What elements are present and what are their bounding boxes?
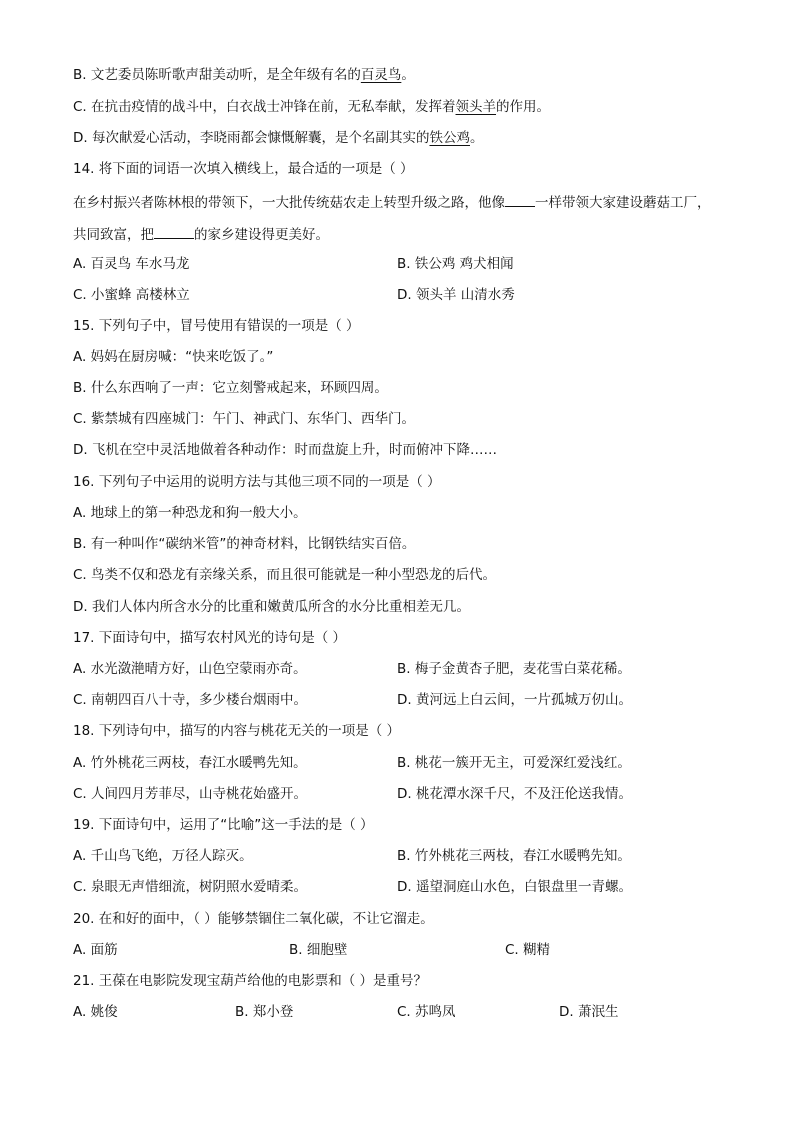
q20-option-c: C. 糊精 bbox=[505, 942, 551, 958]
q14-passage-2a: 共同致富，把 bbox=[73, 227, 154, 243]
q13-option-c-underlined: 领头羊 bbox=[455, 99, 497, 115]
q19-option-c: C. 泉眼无声惜细流，树阴照水爱晴柔。 bbox=[73, 879, 308, 895]
q14-blank-2 bbox=[154, 224, 194, 239]
q14-stem: 14. 将下面的词语一次填入横线上，最合适的一项是（ ） bbox=[73, 161, 414, 177]
q13-option-d-end: 。 bbox=[469, 130, 484, 146]
q13-option-d bbox=[73, 129, 483, 147]
q13-option-d-underlined: 铁公鸡 bbox=[429, 130, 470, 146]
q14-passage-1b: 一样带领大家建设蘑菇工厂， bbox=[535, 195, 711, 211]
q17-option-a: A. 水光潋滟晴方好，山色空蒙雨亦奇。 bbox=[73, 661, 307, 677]
q16-option-a: A. 地球上的第一种恐龙和狗一般大小。 bbox=[73, 505, 307, 521]
q21-option-c: C. 苏鸣凤 bbox=[397, 1004, 456, 1020]
q14-option-b: B. 铁公鸡 鸡犬相闻 bbox=[397, 256, 514, 272]
q21-option-b: B. 郑小登 bbox=[235, 1004, 294, 1020]
q16-option-b: B. 有一种叫作“碳纳米管”的神奇材料，比钢铁结实百倍。 bbox=[73, 536, 416, 552]
q17-option-d: D. 黄河远上白云间，一片孤城万仞山。 bbox=[397, 692, 632, 708]
q14-option-c: C. 小蜜蜂 高楼林立 bbox=[73, 287, 190, 303]
q21-option-a: A. 姚俊 bbox=[73, 1004, 118, 1020]
q17-option-c: C. 南朝四百八十寺，多少楼台烟雨中。 bbox=[73, 692, 308, 708]
q13-option-c-text: C. 在抗击疫情的战斗中，白衣战士冲锋在前，无私奉献，发挥着 bbox=[73, 99, 456, 115]
q19-option-b: B. 竹外桃花三两枝，春江水暖鸭先知。 bbox=[397, 848, 631, 864]
q20-stem: 20. 在和好的面中，（ ）能够禁锢住二氧化碳，不让它溜走。 bbox=[73, 911, 434, 927]
q14-option-a: A. 百灵鸟 车水马龙 bbox=[73, 256, 190, 272]
q20-option-b: B. 细胞壁 bbox=[289, 942, 348, 958]
q19-option-d: D. 遥望洞庭山水色，白银盘里一青螺。 bbox=[397, 879, 632, 895]
q15-option-d: D. 飞机在空中灵活地做着各种动作：时而盘旋上升，时而俯冲下降…… bbox=[73, 442, 497, 458]
q18-option-b: B. 桃花一簇开无主，可爱深红爱浅红。 bbox=[397, 755, 631, 771]
q13-option-b-underlined: 百灵鸟 bbox=[360, 67, 402, 83]
q14-passage-line-2 bbox=[73, 224, 329, 244]
q19-option-a: A. 千山鸟飞绝，万径人踪灭。 bbox=[73, 848, 253, 864]
q20-option-a: A. 面筋 bbox=[73, 942, 118, 958]
q16-option-d: D. 我们人体内所含水分的比重和嫩黄瓜所含的水分比重相差无几。 bbox=[73, 599, 470, 615]
q18-option-d: D. 桃花潭水深千尺，不及汪伦送我情。 bbox=[397, 786, 632, 802]
q18-stem: 18. 下列诗句中，描写的内容与桃花无关的一项是（ ） bbox=[73, 723, 401, 739]
q16-stem: 16. 下列句子中运用的说明方法与其他三项不同的一项是（ ） bbox=[73, 474, 441, 490]
q21-stem: 21. 王葆在电影院发现宝葫芦给他的电影票和（ ）是重号？ bbox=[73, 973, 428, 989]
q13-option-b-text: B. 文艺委员陈昕歌声甜美动听，是全年级有名的 bbox=[73, 67, 361, 83]
q19-stem: 19. 下面诗句中，运用了“比喻”这一手法的是（ ） bbox=[73, 817, 374, 833]
q14-passage-line-1 bbox=[73, 192, 711, 212]
q15-stem: 15. 下列句子中，冒号使用有错误的一项是（ ） bbox=[73, 318, 360, 334]
q14-blank-1 bbox=[505, 192, 535, 207]
q18-option-a: A. 竹外桃花三两枝，春江水暖鸭先知。 bbox=[73, 755, 307, 771]
q16-option-c: C. 鸟类不仅和恐龙有亲缘关系，而且很可能就是一种小型恐龙的后代。 bbox=[73, 567, 497, 583]
q14-option-d: D. 领头羊 山清水秀 bbox=[397, 287, 515, 303]
q15-option-a: A. 妈妈在厨房喊：“快来吃饭了。” bbox=[73, 349, 274, 365]
q13-option-c bbox=[73, 98, 550, 116]
q13-option-c-end: 的作用。 bbox=[496, 99, 551, 115]
q17-stem: 17. 下面诗句中，描写农村风光的诗句是（ ） bbox=[73, 630, 347, 646]
q13-option-b bbox=[73, 66, 415, 84]
q17-option-b: B. 梅子金黄杏子肥，麦花雪白菜花稀。 bbox=[397, 661, 631, 677]
q15-option-c: C. 紫禁城有四座城门：午门、神武门、东华门、西华门。 bbox=[73, 411, 416, 427]
q13-option-d-text: D. 每次献爱心活动，李晓雨都会慷慨解囊，是个名副其实的 bbox=[73, 130, 430, 146]
q21-option-d: D. 萧泯生 bbox=[559, 1004, 619, 1020]
q14-passage-1a: 在乡村振兴者陈林根的带领下，一大批传统菇农走上转型升级之路，他像 bbox=[73, 195, 505, 211]
q13-option-b-end: 。 bbox=[401, 67, 415, 83]
q18-option-c: C. 人间四月芳菲尽，山寺桃花始盛开。 bbox=[73, 786, 308, 802]
q15-option-b: B. 什么东西响了一声：它立刻警戒起来，环顾四周。 bbox=[73, 380, 388, 396]
q14-passage-2b: 的家乡建设得更美好。 bbox=[194, 227, 329, 243]
